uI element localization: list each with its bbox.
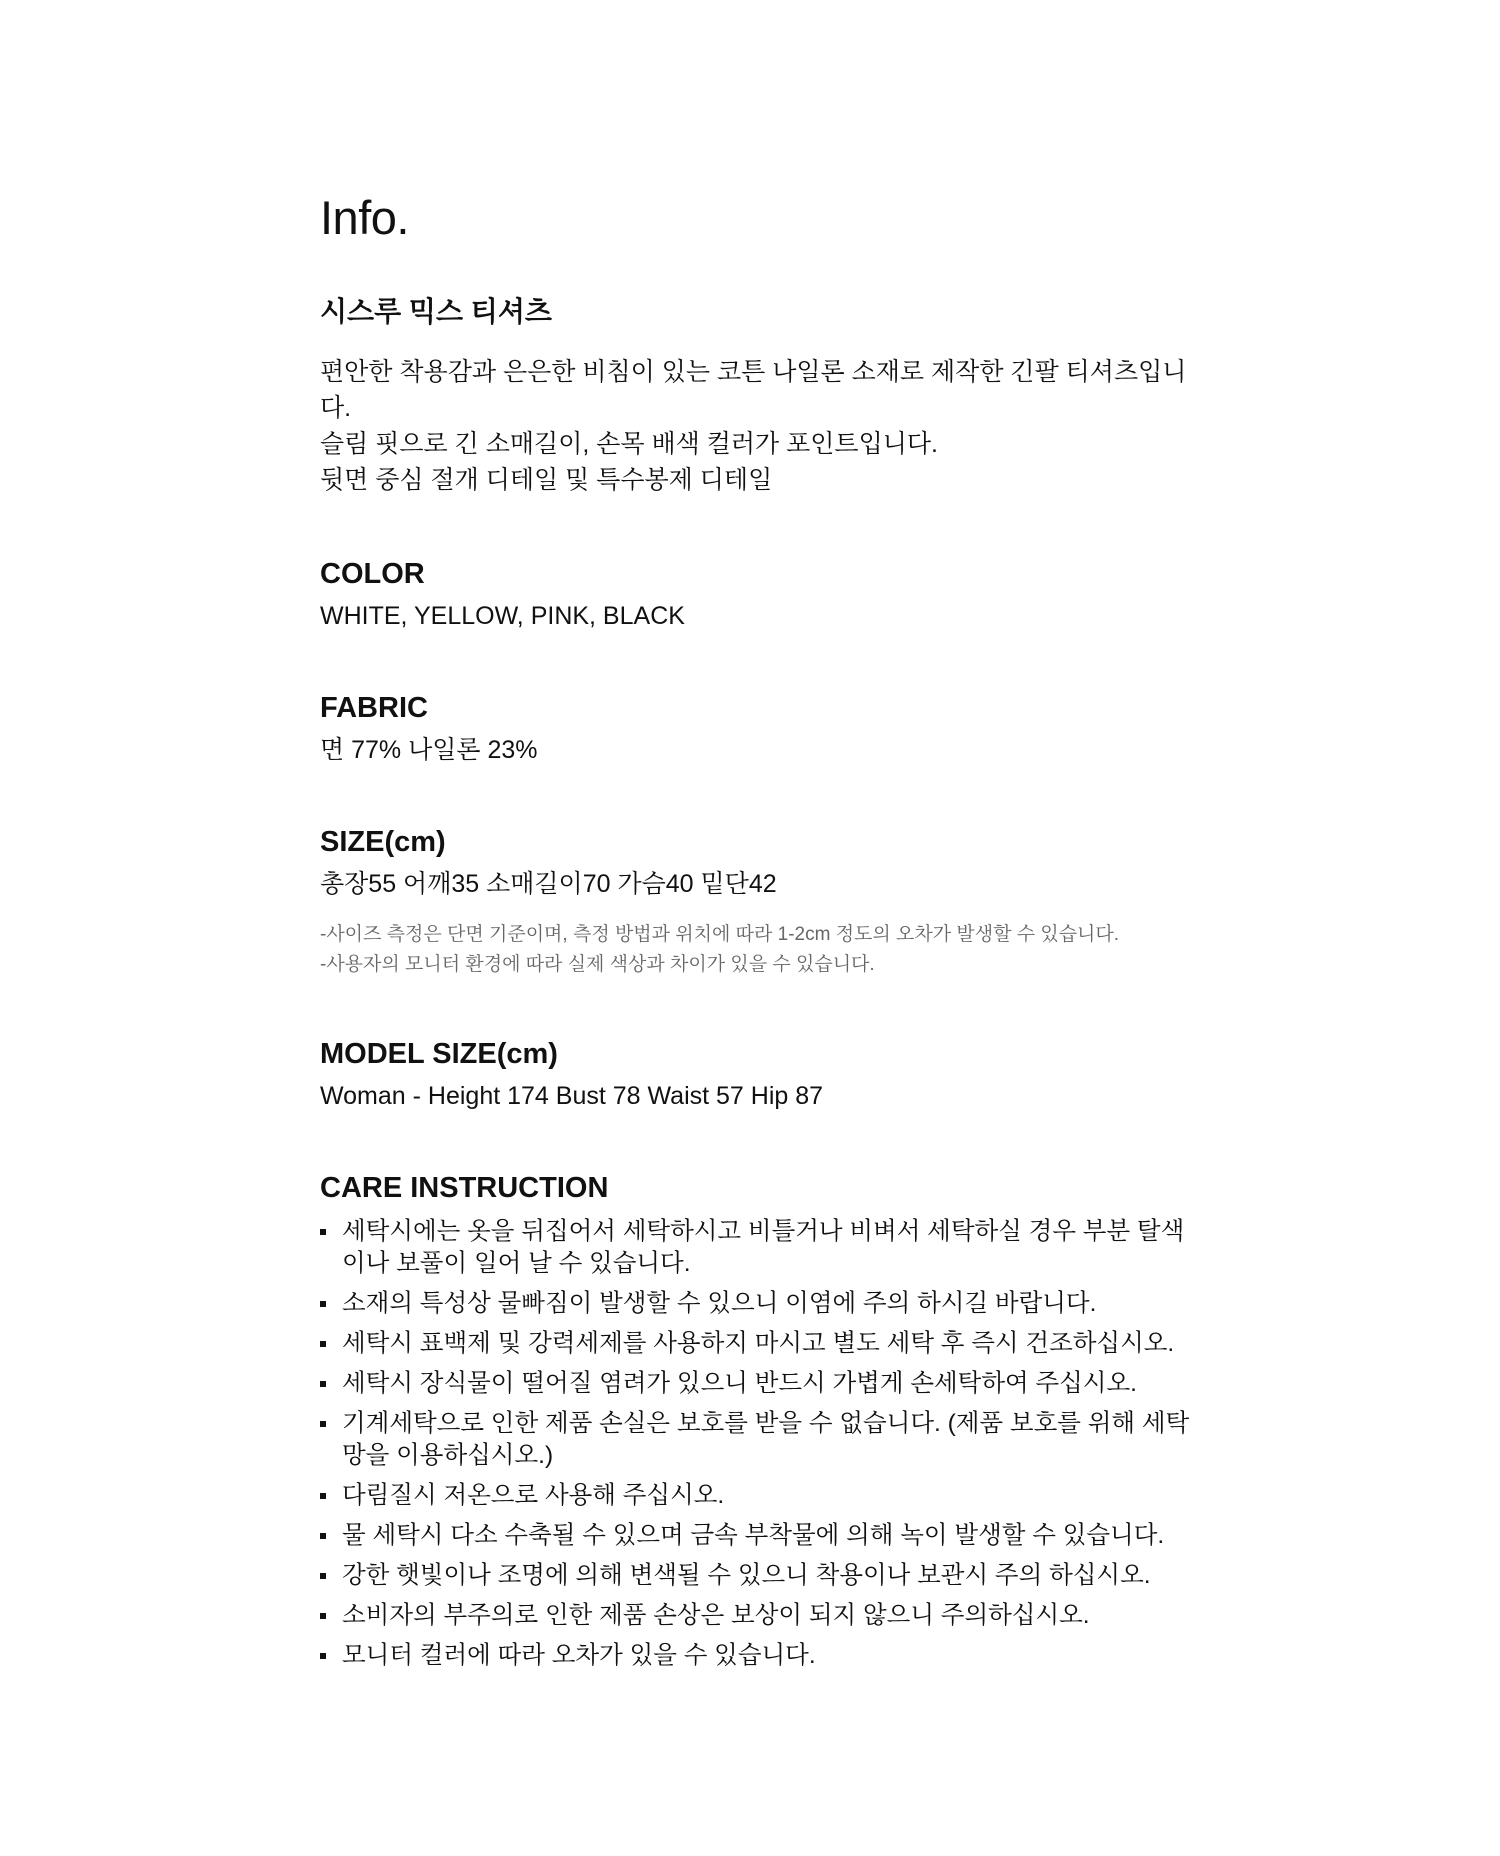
bullet-icon [320,1301,326,1307]
bullet-icon [320,1613,326,1619]
size-note: -사이즈 측정은 단면 기준이며, 측정 방법과 위치에 따라 1-2cm 정도의 오차가 발생할 수 있습니다. [320,924,1120,945]
bullet-icon [320,1421,326,1427]
bullet-icon [320,1493,326,1499]
color-section [320,556,1200,634]
care-title: CARE INSTRUCTION [320,1172,609,1204]
model-size-title: MODEL SIZE(cm) [320,1038,558,1070]
care-item [320,1480,1200,1512]
description-line: 슬림 핏으로 긴 소매길이, 손목 배색 컬러가 포인트입니다. [320,430,938,458]
care-item [320,1368,1200,1400]
care-item-text: 기계세탁으로 인한 제품 손실은 보호를 받을 수 없습니다. (제품 보호를 위해 세탁망을 이용하십시오.) [342,1410,1190,1469]
care-item [320,1600,1200,1632]
page-title: Info. [320,191,409,244]
care-item-text: 소비자의 부주의로 인한 제품 손상은 보상이 되지 않으니 주의하십시오. [342,1602,1090,1629]
care-item-text: 모니터 컬러에 따라 오차가 있을 수 있습니다. [342,1642,816,1669]
description-line: 뒷면 중심 절개 디테일 및 특수봉제 디테일 [320,466,773,494]
size-notes [320,920,1200,980]
care-section [320,1170,1200,1672]
product-name: 시스루 믹스 티셔츠 [320,296,552,327]
product-description [320,354,1200,498]
description-line: 편안한 착용감과 은은한 비침이 있는 코튼 나일론 소재로 제작한 긴팔 티셔츠입니다. [320,358,1187,422]
care-item-text: 물 세탁시 다소 수축될 수 있으며 금속 부착물에 의해 녹이 발생할 수 있습니다. [342,1522,1165,1549]
size-section [320,824,1200,980]
care-item-text: 세탁시 장식물이 떨어질 염려가 있으니 반드시 가볍게 손세탁하여 주십시오. [342,1370,1137,1397]
model-size-section [320,1036,1200,1114]
fabric-value: 면 77% 나일론 23% [320,736,538,764]
care-item [320,1560,1200,1592]
fabric-section [320,690,1200,768]
care-item-text: 강한 햇빛이나 조명에 의해 변색될 수 있으니 착용이나 보관시 주의 하십시오. [342,1562,1151,1589]
fabric-title: FABRIC [320,692,428,724]
bullet-icon [320,1341,326,1347]
bullet-icon [320,1573,326,1579]
color-value: WHITE, YELLOW, PINK, BLACK [320,602,685,630]
care-item-text: 소재의 특성상 물빠짐이 발생할 수 있으니 이염에 주의 하시길 바랍니다. [342,1290,1097,1317]
product-info [320,190,1200,1728]
size-title: SIZE(cm) [320,826,446,858]
size-note: -사용자의 모니터 환경에 따라 실제 색상과 차이가 있을 수 있습니다. [320,954,875,975]
model-size-value: Woman - Height 174 Bust 78 Waist 57 Hip 87 [320,1082,824,1110]
care-item [320,1520,1200,1552]
care-list [320,1216,1200,1672]
care-item-text: 다림질시 저온으로 사용해 주십시오. [342,1482,725,1509]
bullet-icon [320,1533,326,1539]
size-value: 총장55 어깨35 소매길이70 가슴40 밑단42 [320,870,777,898]
color-title: COLOR [320,558,425,590]
bullet-icon [320,1653,326,1659]
care-item-text: 세탁시 표백제 및 강력세제를 사용하지 마시고 별도 세탁 후 즉시 건조하십시오. [342,1330,1175,1357]
care-item-text: 세탁시에는 옷을 뒤집어서 세탁하시고 비틀거나 비벼서 세탁하실 경우 부분 탈색이나 보풀이 일어 날 수 있습니다. [342,1218,1185,1277]
care-item [320,1288,1200,1320]
care-item [320,1408,1200,1472]
care-item [320,1328,1200,1360]
care-item [320,1216,1200,1280]
bullet-icon [320,1381,326,1387]
care-item [320,1640,1200,1672]
bullet-icon [320,1229,326,1235]
